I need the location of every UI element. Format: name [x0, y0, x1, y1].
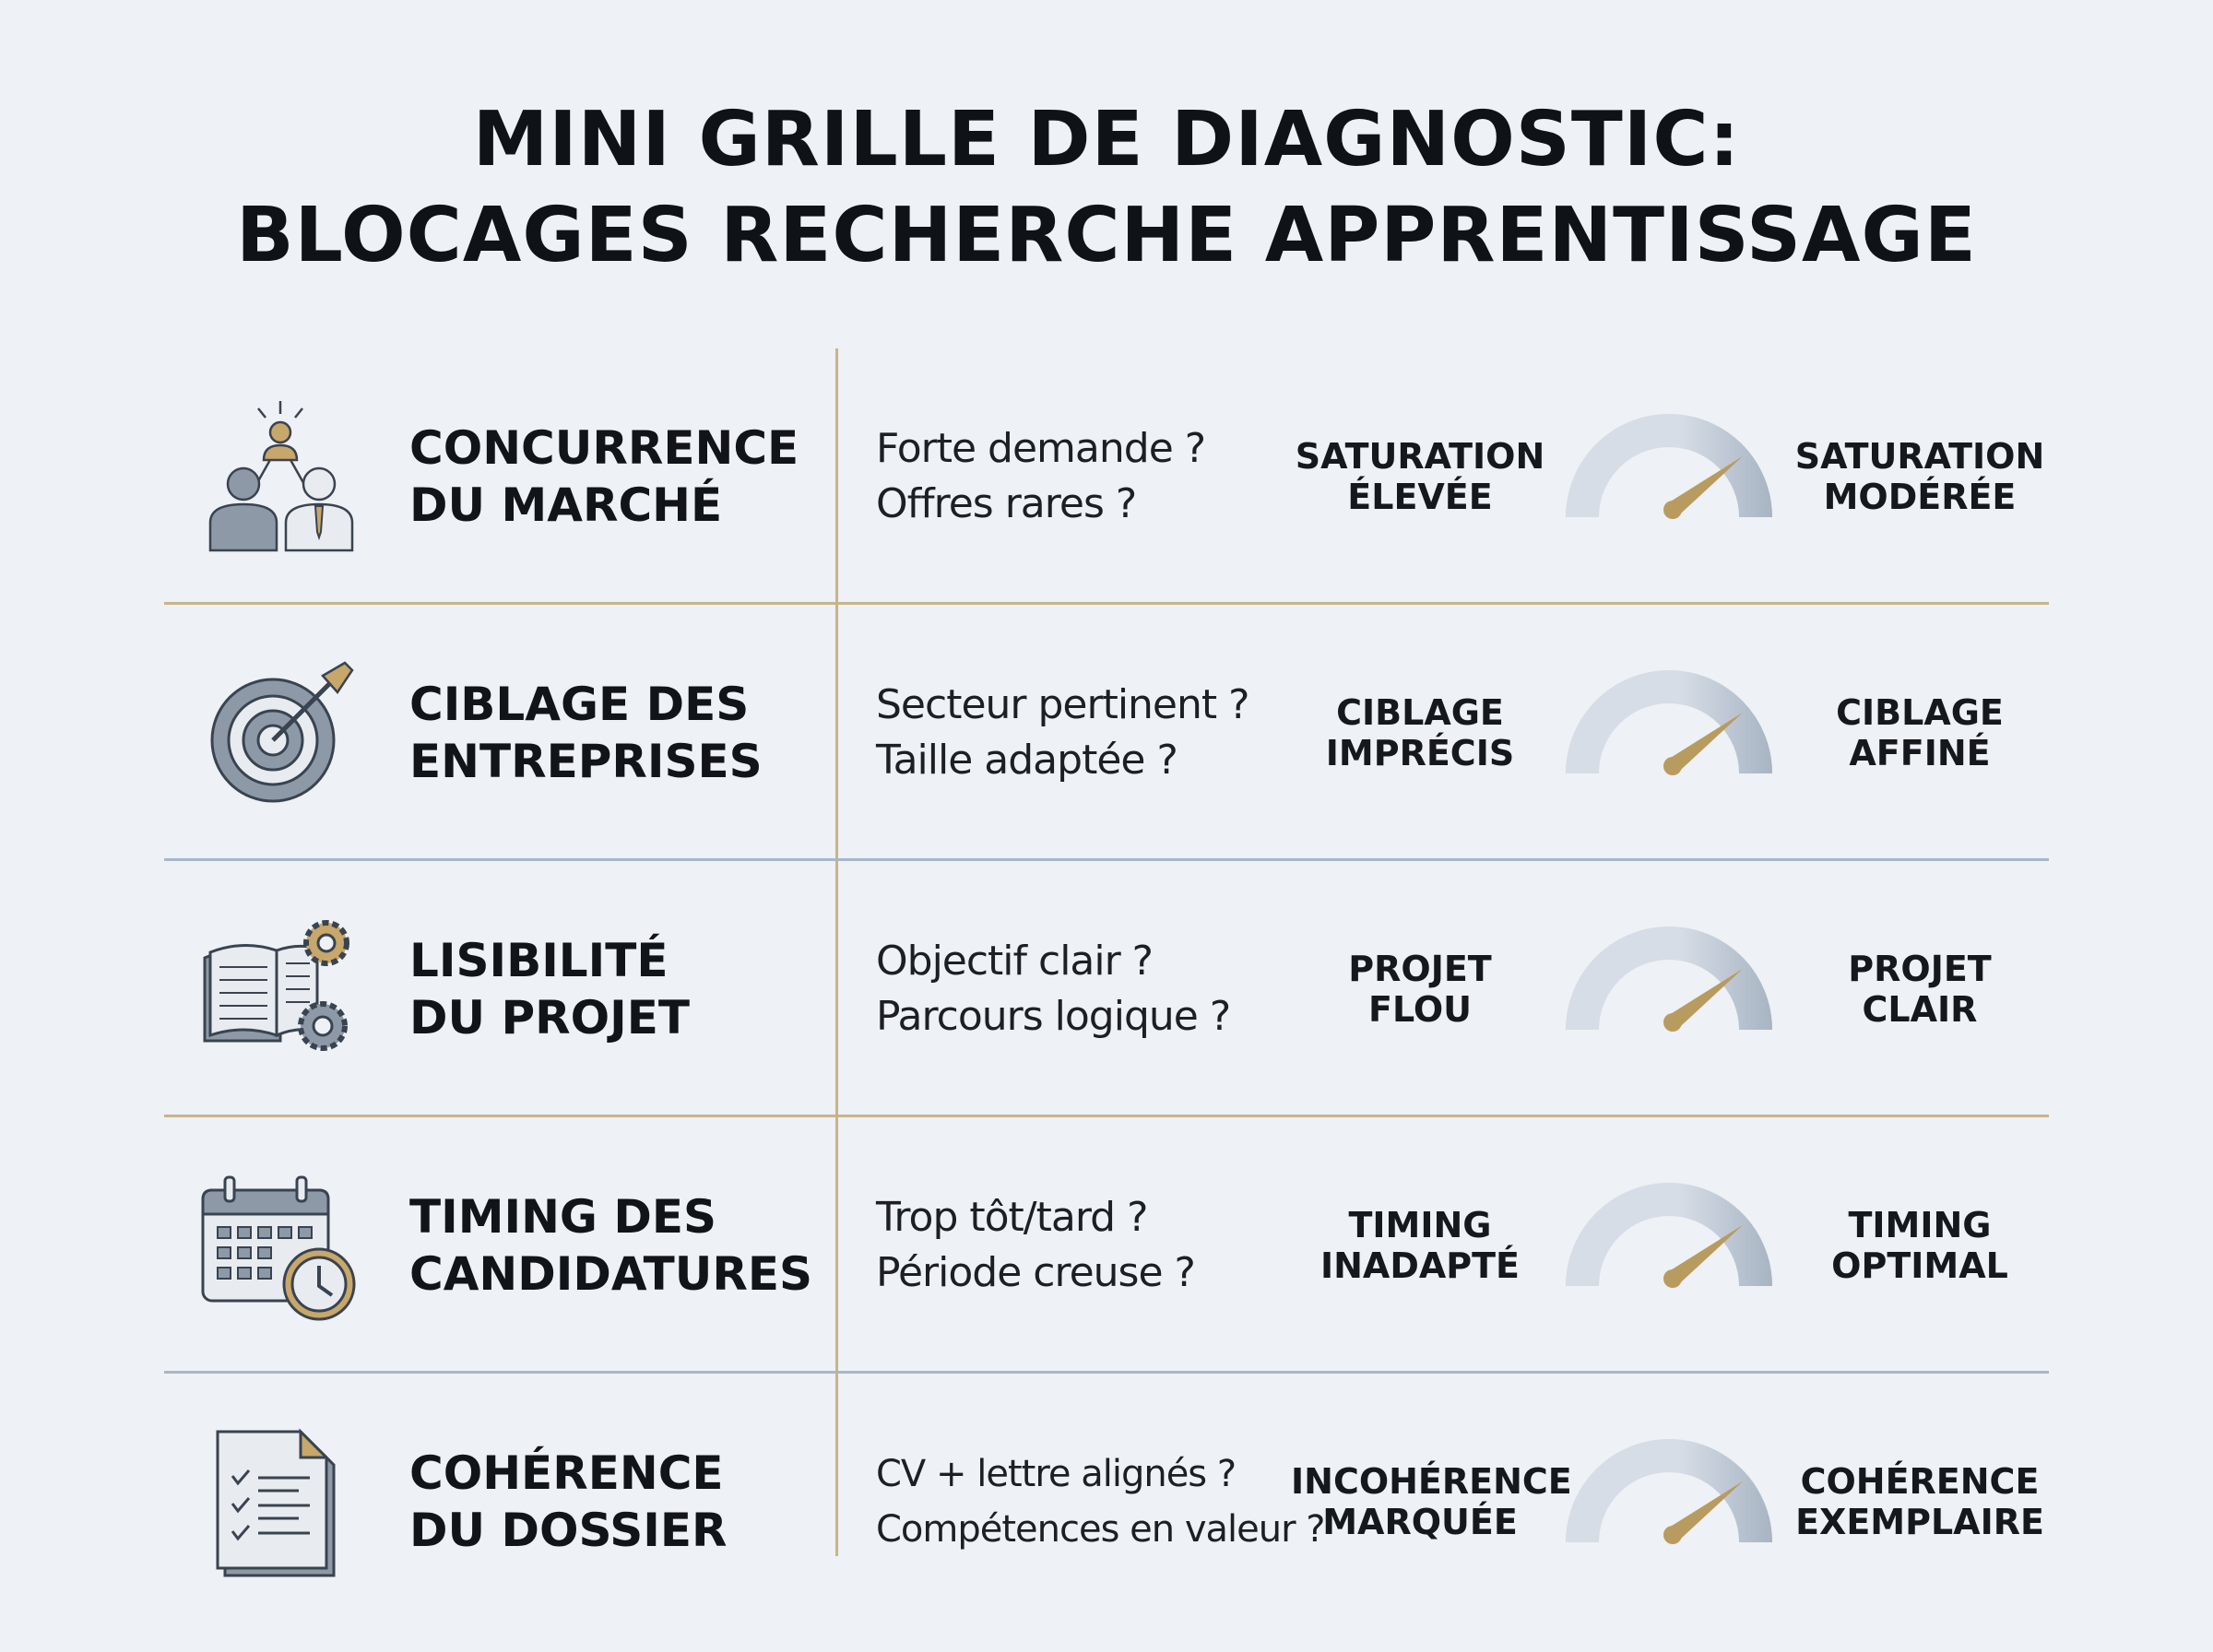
calendar-clock-icon — [197, 1162, 363, 1328]
row-concurrence — [164, 348, 2049, 605]
row-timing — [164, 1117, 2049, 1374]
target-arrow-icon — [197, 650, 363, 816]
diagnostic-questions: Trop tôt/tard ? Période creuse ? — [876, 1194, 1195, 1296]
gauge-icon — [1558, 1168, 1780, 1306]
low-end-label: INCOHÉRENCE MARQUÉE — [1291, 1461, 1572, 1542]
diagnostic-questions: CV + lettre alignés ? Compétences en valeur ? — [876, 1453, 1325, 1551]
row-ciblage — [164, 605, 2049, 861]
team-competition-icon — [197, 394, 363, 560]
gauge-icon — [1558, 1424, 1780, 1563]
gauge-needle-hub — [1663, 1013, 1682, 1032]
gauge-needle-hub — [1663, 1526, 1682, 1544]
low-end-label: SATURATION ÉLEVÉE — [1295, 436, 1545, 517]
checklist-document-icon — [197, 1419, 363, 1585]
gauge-needle-hub — [1663, 757, 1682, 775]
gauge-icon — [1558, 399, 1780, 537]
gauge-needle-hub — [1663, 1269, 1682, 1288]
category-label: COHÉRENCE DU DOSSIER — [409, 1446, 728, 1557]
gauge-icon — [1558, 912, 1780, 1050]
category-label: TIMING DES CANDIDATURES — [409, 1190, 813, 1301]
diagnostic-questions: Secteur pertinent ? Taille adaptée ? — [876, 681, 1249, 784]
title-line-2: BLOCAGES RECHERCHE APPRENTISSAGE — [236, 192, 1977, 279]
high-end-label: SATURATION MODÉRÉE — [1794, 436, 2045, 517]
gauge-icon — [1558, 655, 1780, 794]
category-label: CONCURRENCE DU MARCHÉ — [409, 421, 799, 532]
category-label: LISIBILITÉ DU PROJET — [409, 934, 691, 1044]
row-lisibilite — [164, 861, 2049, 1117]
book-gears-icon — [197, 906, 363, 1072]
high-end-label: PROJET CLAIR — [1848, 949, 1992, 1030]
high-end-label: CIBLAGE AFFINÉ — [1836, 692, 2004, 773]
gauge-needle-hub — [1663, 501, 1682, 519]
diagnostic-grid — [164, 348, 2049, 1556]
page-title — [0, 92, 2213, 284]
diagnostic-questions: Forte demande ? Offres rares ? — [876, 425, 1206, 527]
row-coherence — [164, 1374, 2049, 1630]
low-end-label: CIBLAGE IMPRÉCIS — [1325, 692, 1515, 773]
category-label: CIBLAGE DES ENTREPRISES — [409, 678, 763, 788]
high-end-label: COHÉRENCE EXEMPLAIRE — [1795, 1461, 2044, 1542]
title-line-1: MINI GRILLE DE DIAGNOSTIC: — [472, 96, 1741, 183]
low-end-label: TIMING INADAPTÉ — [1320, 1205, 1521, 1286]
high-end-label: TIMING OPTIMAL — [1831, 1205, 2008, 1286]
diagnostic-questions: Objectif clair ? Parcours logique ? — [876, 938, 1231, 1040]
low-end-label: PROJET FLOU — [1348, 949, 1492, 1030]
